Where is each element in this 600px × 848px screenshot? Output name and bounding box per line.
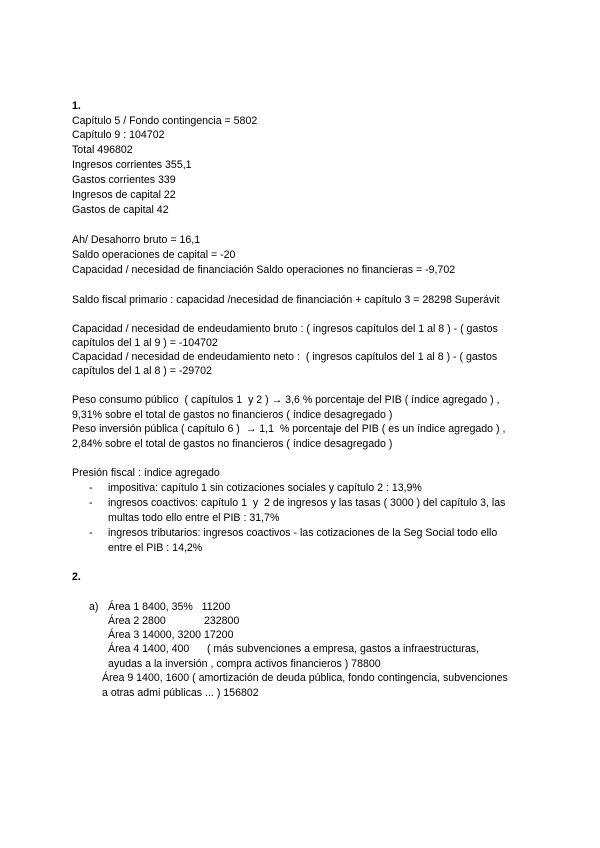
list-item xyxy=(89,526,93,540)
text-line: Ingresos de capital 22 xyxy=(72,189,176,201)
section-2-heading: 2. xyxy=(72,571,81,583)
list-item-text: ingresos tributarios: ingresos coactivos - las cotizaciones de la Seg Social todo ello xyxy=(108,527,498,539)
text-line: Peso consumo público ( capítulos 1 y 2 ) → 3,6 % porcentaje del PIB ( índice agregado ) , xyxy=(72,394,500,406)
section-1-heading: 1. xyxy=(72,100,81,112)
area-line: Área 2 2800 232800 xyxy=(108,615,240,627)
text-line: Gastos de capital 42 xyxy=(72,204,169,216)
text-line: Capítulo 5 / Fondo contingencia = 5802 xyxy=(72,115,258,127)
text-line: Capítulo 9 : 104702 xyxy=(72,129,165,141)
area-line: Área 9 1400, 1600 ( amortización de deuda pública, fondo contingencia, subvenciones xyxy=(102,672,508,684)
text-line: Saldo fiscal primario : capacidad /necesidad de financiación + capítulo 3 = 28298 Superávit xyxy=(72,294,500,306)
list-item-text: ingresos coactivos: capítulo 1 y 2 de ingresos y las tasas ( 3000 ) del capítulo 3, las xyxy=(108,497,506,509)
area-line: Área 3 14000, 3200 17200 xyxy=(108,629,234,641)
text-line: Capacidad / necesidad de endeudamiento neto : ( ingresos capítulos del 1 al 8 ) - ( gastos xyxy=(72,351,498,363)
text-line: Saldo operaciones de capital = -20 xyxy=(72,249,236,261)
text-line: Capacidad / necesidad de financiación Saldo operaciones no financieras = -9,702 xyxy=(72,264,456,276)
item-label: a) xyxy=(89,601,99,613)
text-line: Total 496802 xyxy=(72,144,133,156)
area-line: ayudas a la inversión , compra activos financieros ) 78800 xyxy=(108,658,381,670)
text-line: 2,84% sobre el total de gastos no financieros ( índice desagregado ) xyxy=(72,438,393,450)
area-line: Área 4 1400, 400 ( más subvenciones a empresa, gastos a infraestructuras, xyxy=(108,643,479,655)
text-line: Ah/ Desahorro bruto = 16,1 xyxy=(72,234,201,246)
area-line: a otras admi públicas ... ) 156802 xyxy=(102,687,259,699)
text-line: Ingresos corrientes 355,1 xyxy=(72,159,192,171)
list-item xyxy=(89,496,93,510)
dash-bullet: - xyxy=(89,527,93,539)
text-line: Capacidad / necesidad de endeudamiento bruto : ( ingresos capítulos del 1 al 8 ) - ( gastos xyxy=(72,323,498,335)
dash-bullet: - xyxy=(89,482,93,494)
dash-bullet: - xyxy=(89,497,93,509)
area-line: Área 1 8400, 35% 11200 xyxy=(108,601,231,613)
list-item-text: impositiva: capítulo 1 sin cotizaciones sociales y capítulo 2 : 13,9% xyxy=(108,482,422,494)
presion-fiscal-title: Presión fiscal : índice agregado xyxy=(72,467,220,479)
text-line: capítulos del 1 al 8 ) = -29702 xyxy=(72,365,212,377)
text-line: Peso inversión pública ( capítulo 6 ) → 1,1 % porcentaje del PIB ( es un índice agregado ) , xyxy=(72,423,506,435)
text-line: capítulos del 1 al 9 ) = -104702 xyxy=(72,337,218,349)
text-line: Gastos corrientes 339 xyxy=(72,174,176,186)
list-item-text: multas todo ello entre el PIB : 31,7% xyxy=(108,512,280,524)
list-item-text: entre el PIB : 14,2% xyxy=(108,542,203,554)
text-line: 9,31% sobre el total de gastos no financieros ( índice desagregado ) xyxy=(72,409,393,421)
list-item xyxy=(89,481,93,495)
